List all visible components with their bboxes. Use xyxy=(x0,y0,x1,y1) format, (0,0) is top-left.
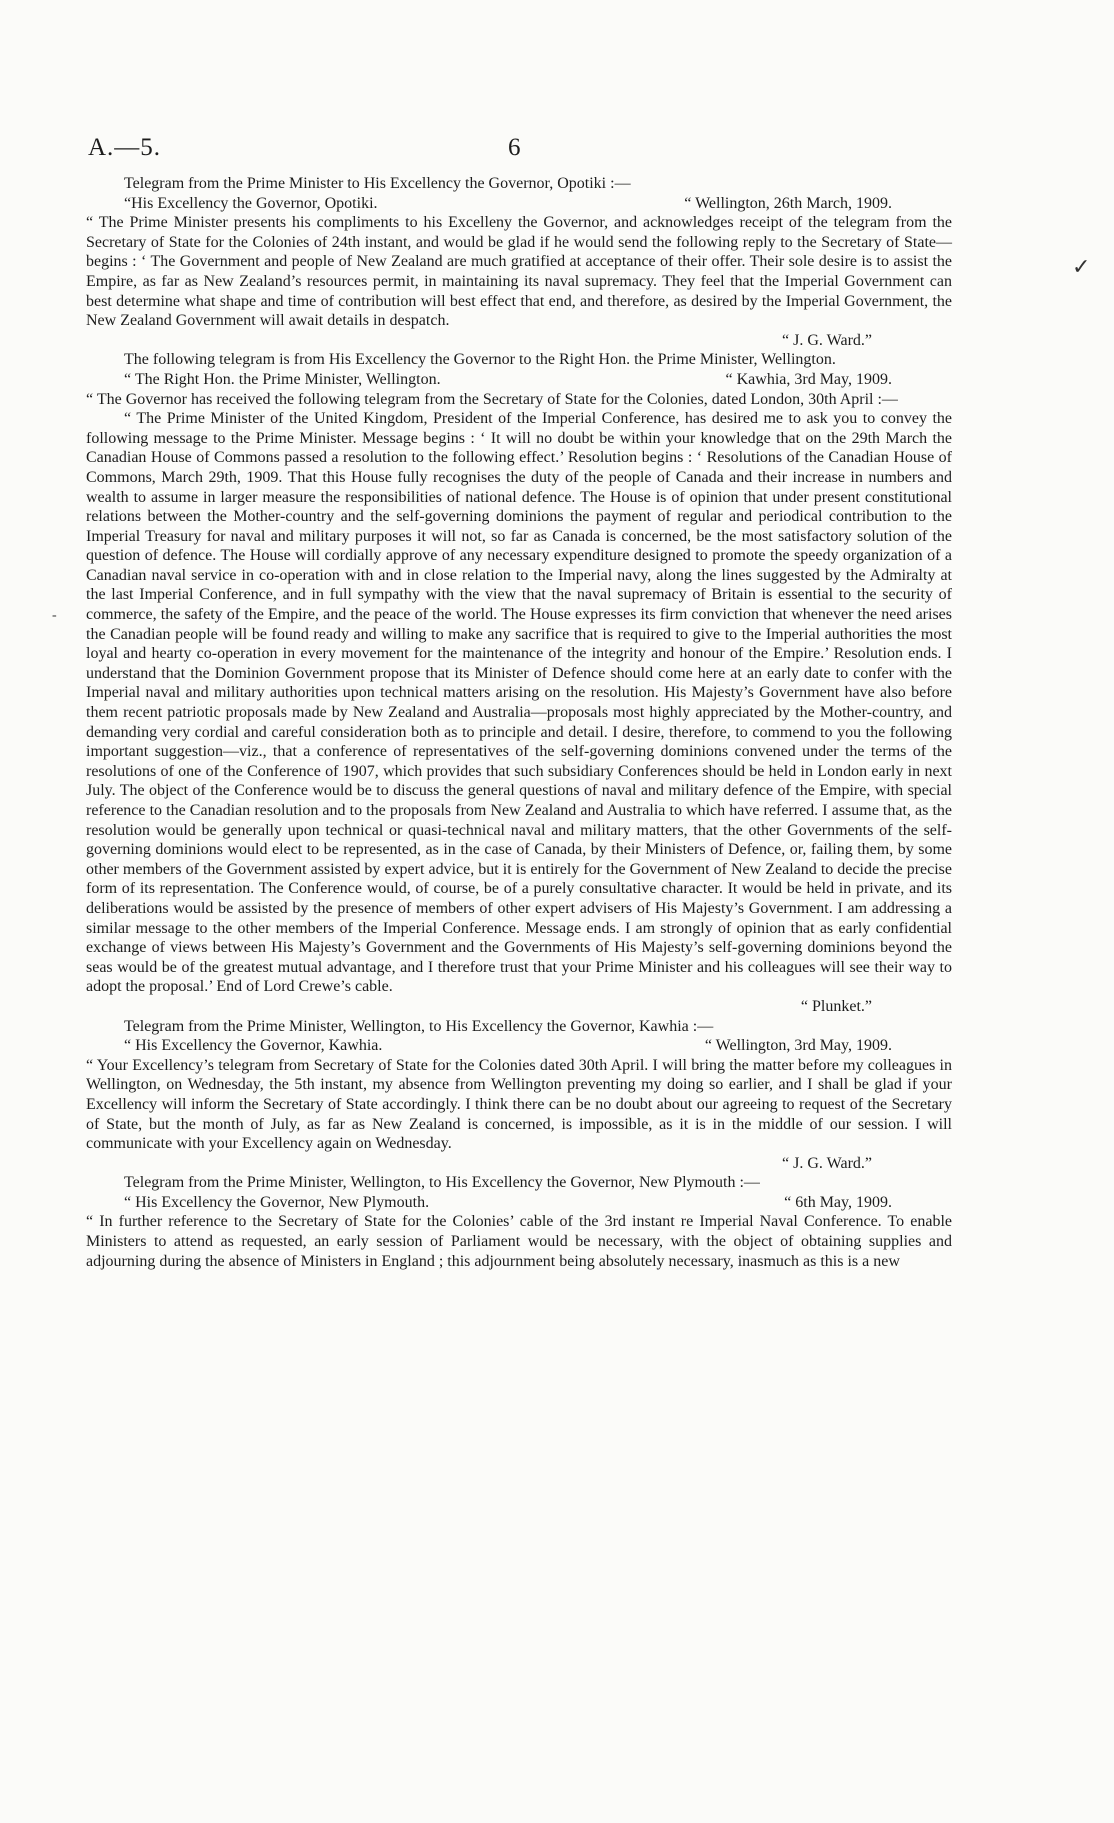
telegram-4-intro: Telegram from the Prime Minister, Wellington, to His Excellency the Governor, New Plymouth :— xyxy=(124,1174,760,1192)
margin-dash-mark: - xyxy=(52,608,57,623)
telegram-1-addressee: “His Excellency the Governor, Opotiki. xyxy=(124,194,378,212)
page-header xyxy=(88,134,1026,164)
telegram-4-addressee: “ His Excellency the Governor, New Plymouth. xyxy=(124,1193,430,1211)
margin-tick-mark: ✓ xyxy=(1072,254,1091,279)
telegram-4-body: “ In further reference to the Secretary of State for the Colonies’ cable of the 3rd instant re Imperial Naval Conference. To enable Ministers to attend as requested, an early session of Parliament would be necessary, with the object of obtaining supplies and adjourning during the absence of Ministers in England ; this adjournment being absolutely necessary, inasmuch as this is a new xyxy=(86,1213,952,1270)
telegram-1-body: “ The Prime Minister presents his compliments to his Excelleny the Governor, and acknowledges receipt of the telegram from the Secretary of State for the Colonies of 24th instant, and would be glad if he would send the following reply to the Secretary of State—begins : ‘ The Government and people of New Zealand are much gratified at acceptance of their offer. Their sole desire is to assist the Empire, as far as New Zealand’s resources permit, in maintaining its naval supremacy. They feel that the Imperial Government can best determine what shape and time of contribution will best effect that end, and therefore, as desired by the Imperial Government, the New Zealand Government will await details in despatch. xyxy=(86,214,952,330)
telegram-3-intro: Telegram from the Prime Minister, Wellington, to His Excellency the Governor, Kawhia :— xyxy=(124,1017,714,1035)
telegram-3-addressee: “ His Excellency the Governor, Kawhia. xyxy=(124,1037,383,1055)
document-body xyxy=(86,174,952,1271)
telegram-4-address-line xyxy=(86,1193,952,1213)
telegram-3-dateline: “ Wellington, 3rd May, 1909. xyxy=(704,1037,892,1055)
telegram-2-body-intro: “ The Governor has received the following telegram from the Secretary of State for the Colonies, dated London, 30th April :— xyxy=(86,390,898,408)
telegram-2-signature: “ Plunket.” xyxy=(800,997,872,1015)
telegram-2-dateline: “ Kawhia, 3rd May, 1909. xyxy=(725,370,892,388)
telegram-1-dateline: “ Wellington, 26th March, 1909. xyxy=(684,194,892,212)
telegram-1-intro: Telegram from the Prime Minister to His Excellency the Governor, Opotiki :— xyxy=(124,175,631,192)
telegram-2-intro: The following telegram is from His Excellency the Governor to the Right Hon. the Prime Minister, Wellington. xyxy=(124,351,836,369)
telegram-2-address-line xyxy=(86,370,952,390)
telegram-3-signature: “ J. G. Ward.” xyxy=(782,1154,872,1172)
telegram-3-address-line xyxy=(86,1036,952,1056)
telegram-1-signature: “ J. G. Ward.” xyxy=(782,331,872,349)
telegram-3-body: “ Your Excellency’s telegram from Secretary of State for the Colonies dated 30th April. I will bring the matter before my colleagues in Wellington, on Wednesday, the 5th instant, my absence from Wellington preventing my doing so earlier, and I shall be glad if your Excellency will inform the Secretary of State accordingly. I think there can be no doubt about our agreeing to request of the Secretary of State, but the month of July, as far as New Zealand is concerned, is impossible, as it is in the middle of our session. I will communicate with your Excellency again on Wednesday. xyxy=(86,1056,952,1153)
telegram-4-dateline: “ 6th May, 1909. xyxy=(784,1193,892,1211)
page-id: A.—5. xyxy=(88,134,162,161)
page-number: 6 xyxy=(508,134,521,161)
telegram-1-address-line xyxy=(86,194,952,214)
telegram-2-addressee: “ The Right Hon. the Prime Minister, Wellington. xyxy=(124,370,441,388)
telegram-2-body-main: “ The Prime Minister of the United Kingdom, President of the Imperial Conference, has desired me to ask you to convey the following message to the Prime Minister. Message begins : ‘ It will no doubt be within your knowledge that on the 29th March the Canadian House of Commons passed a resolution to the following effect.’ Resolution begins : ‘ Resolutions of the Canadian House of Commons, March 29th, 1909. That this House fully recognises the duty of the people of Canada and their increase in numbers and wealth to assume in larger measure the responsibilities of national defence. The House is of opinion that under present constitutional relations between the Mother-country and the self-governing dominions the payment of regular and periodical contribution to the Imperial Treasury for naval and military purposes it will not, so far as Canada is concerned, be the most satisfactory solution of the question of defence. The House will cordially approve of any necessary expenditure designed to promote the speedy organization of a Canadian naval service in co-operation with and in close relation to the Imperial navy, along the lines suggested by the Admiralty at the last Imperial Conference, and in full sympathy with the view that the naval supremacy of Britain is essential to the security of commerce, the safety of the Empire, and the peace of the world. The House expresses its firm conviction that whenever the need arises the Canadian people will be found ready and willing to make any sacrifice that is required to give to the Imperial authorities the most loyal and hearty co-operation in every movement for the maintenance of the integrity and honour of the Empire.’ Resolution ends. I understand that the Dominion Government propose that its Minister of Defence should come here at an early date to confer with the Imperial naval and military authorities upon technical matters arising on the resolution. His Majesty’s Government have also before them recent patriotic proposals made by New Zealand and Australia—proposals most highly appreciated by the Mother-country, and demanding very cordial and careful consideration both as to principle and detail. I desire, therefore, to commend to you the following important suggestion—viz., that a conference of representatives of the self-governing dominions convened under the terms of the resolutions of one of the Conference of 1907, which provides that such subsidiary Conferences should be held in London early in next July. The object of the Conference would be to discuss the general questions of naval and military defence of the Empire, with special reference to the Canadian resolution and to the proposals from New Zealand and Australia to which have referred. I assume that, as the resolution would be generally upon technical or quasi-technical naval and military matters, that the other Governments of the self-governing dominions would elect to be represented, as in the case of Canada, by their Ministers of Defence, or, failing them, by some other members of the Government assisted by expert advice, but it is entirely for the Government of New Zealand to decide the precise form of its representation. The Conference would, of course, be of a purely consultative character. It would be held in private, and its deliberations would be assisted by the presence of members of other expert advisers of His Majesty’s Government. I am addressing a similar message to the other members of the Imperial Conference. Message ends. I am strongly of opinion that as early confidential exchange of views between His Majesty’s Government and the Governments of His Majesty’s self-governing dominions beyond the seas would be of the greatest mutual advantage, and I therefore trust that your Prime Minister and his colleagues will see their way to adopt the proposal.’ End of Lord Crewe’s cable. xyxy=(86,410,952,996)
